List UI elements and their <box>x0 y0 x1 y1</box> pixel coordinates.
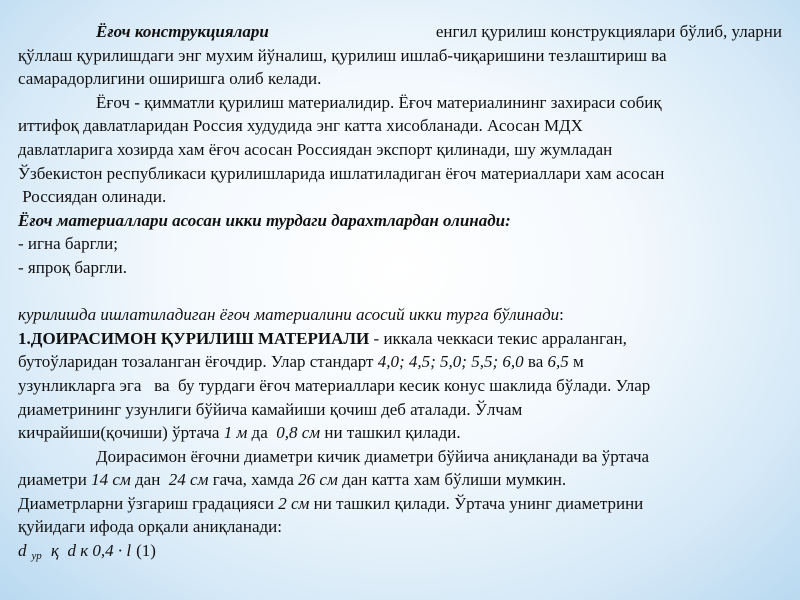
para3-line1-text: Доирасимон ёғочни диаметри кичик диаметри бўйича аниқланади ва ўртача <box>96 446 650 466</box>
para3-line2-text: диаметри <box>18 470 92 490</box>
section1-line5-text: кичрайиши(қочиши) ўртача <box>18 423 224 443</box>
section1-line2-text: бутоўларидан тозаланган ёғочдир. Улар стандарт <box>18 352 378 372</box>
meter-unit: м <box>568 352 584 372</box>
section1-line4-text: диаметрининг узунлиги бўйича камайиши қочиш деб аталади. Ўлчам <box>18 399 523 419</box>
formula-d: d <box>18 541 27 561</box>
para3-line2-end: дан катта хам бўлиши мумкин. <box>337 470 567 490</box>
para3-line1 <box>18 445 782 469</box>
para2-line4 <box>18 162 782 186</box>
para2-line5-text: Россиядан олинади. <box>18 187 167 207</box>
and-word: ва <box>523 352 548 372</box>
section1-line4 <box>18 398 782 422</box>
diameter-large-value: 26 см <box>298 470 338 490</box>
document-page <box>18 20 782 569</box>
types-heading <box>18 209 782 233</box>
classification-intro-text: курилишда ишлатиладиган ёғоч материалини асосий икки турга бўлинади <box>18 305 560 325</box>
formula-rest: қ d к 0,4 · l <box>46 541 132 561</box>
para1-line2 <box>18 44 782 68</box>
para3-line3 <box>18 492 782 516</box>
formula-number: (1) <box>136 541 156 561</box>
type-item-text: - игна баргли; <box>18 234 118 254</box>
para1-line1-text: енгил қурилиш конструкциялари бўлиб, уларни <box>435 22 782 41</box>
types-heading-text: Ёғоч материаллари асосан икки турдаги дарахтлардан олинади: <box>18 210 511 230</box>
classification-colon: : <box>559 305 564 325</box>
para2-line3-text: давлатларига хозирда хам ёғоч асосан Россиядан экспорт қилинади, шу жумладан <box>18 139 613 159</box>
standard-lengths: 4,0; 4,5; 5,0; 5,5; 6,0 <box>377 352 524 372</box>
para1-line3-text: самарадорлигини оширишга олиб келади. <box>18 69 322 89</box>
section1-line1-text: - иккала чеккаси текис арраланган, <box>369 328 627 348</box>
section1-title: 1.ДОИРАСИМОН ҚУРИЛИШ МАТЕРИАЛИ <box>18 328 370 348</box>
para2-line1-text: Ёғоч - қимматли қурилиш материалидир. Ёғоч материалининг захираси собиқ <box>96 92 662 112</box>
value-length: 1 м <box>223 423 248 443</box>
para2-line2 <box>18 114 782 138</box>
gradation-value: 2 см <box>278 493 310 513</box>
section1-line5-end: ни ташкил қилади. <box>320 423 461 443</box>
section1-line5 <box>18 421 782 445</box>
para2-line2-text: иттифоқ давлатларидан Россия худудида энг катта хисобланади. Асосан МДХ <box>18 116 583 136</box>
para3-line2-mid2: гача, хамда <box>208 470 299 490</box>
para3-line4 <box>18 515 782 539</box>
para1-line1 <box>18 20 782 44</box>
type-item-needle <box>18 232 782 256</box>
para1-line2-text: қўллаш қурилишдаги энг мухим йўналиш, қурилиш ишлаб-чиқаришини тезлаштириш ва <box>18 45 667 65</box>
diameter-max-value: 24 см <box>168 470 209 490</box>
blank-line <box>18 280 782 304</box>
para2-line1 <box>18 91 782 115</box>
standard-length-last: 6,5 <box>547 352 569 372</box>
para2-line4-text: Ўзбекистон республикаси қурилишларида ишлатиладиган ёғоч материаллари хам асосан <box>18 163 665 183</box>
type-item-text: - япроқ баргли. <box>18 257 127 277</box>
classification-intro <box>18 303 782 327</box>
para2-line3 <box>18 138 782 162</box>
value-taper: 0,8 см <box>276 423 321 443</box>
section1-line5-mid: да <box>247 423 277 443</box>
para3-line3-text: Диаметрларни ўзгариш градацияси <box>18 493 279 513</box>
para1-line3 <box>18 67 782 91</box>
formula-expression <box>18 539 131 569</box>
para3-line4-text: қуйидаги ифода орқали аниқланади: <box>18 517 282 537</box>
para1-lead-term: Ёғоч конструкциялари <box>96 22 269 41</box>
para3-line2 <box>18 468 782 492</box>
section1-line1 <box>18 327 782 351</box>
section1-line3-text: узунликларга эга ва бу турдаги ёғоч материаллари кесик конус шаклида бўлади. Улар <box>18 375 651 395</box>
section1-line2 <box>18 350 782 374</box>
para2-line5 <box>18 185 782 209</box>
formula-line <box>18 539 782 569</box>
formula-subscript: ур <box>31 550 42 563</box>
section1-line3 <box>18 374 782 398</box>
diameter-min-value: 14 см <box>91 470 131 490</box>
para3-line3-end: ни ташкил қилади. Ўртача унинг диаметрини <box>309 493 644 513</box>
para3-line2-mid: дан <box>130 470 169 490</box>
type-item-leaf <box>18 256 782 280</box>
